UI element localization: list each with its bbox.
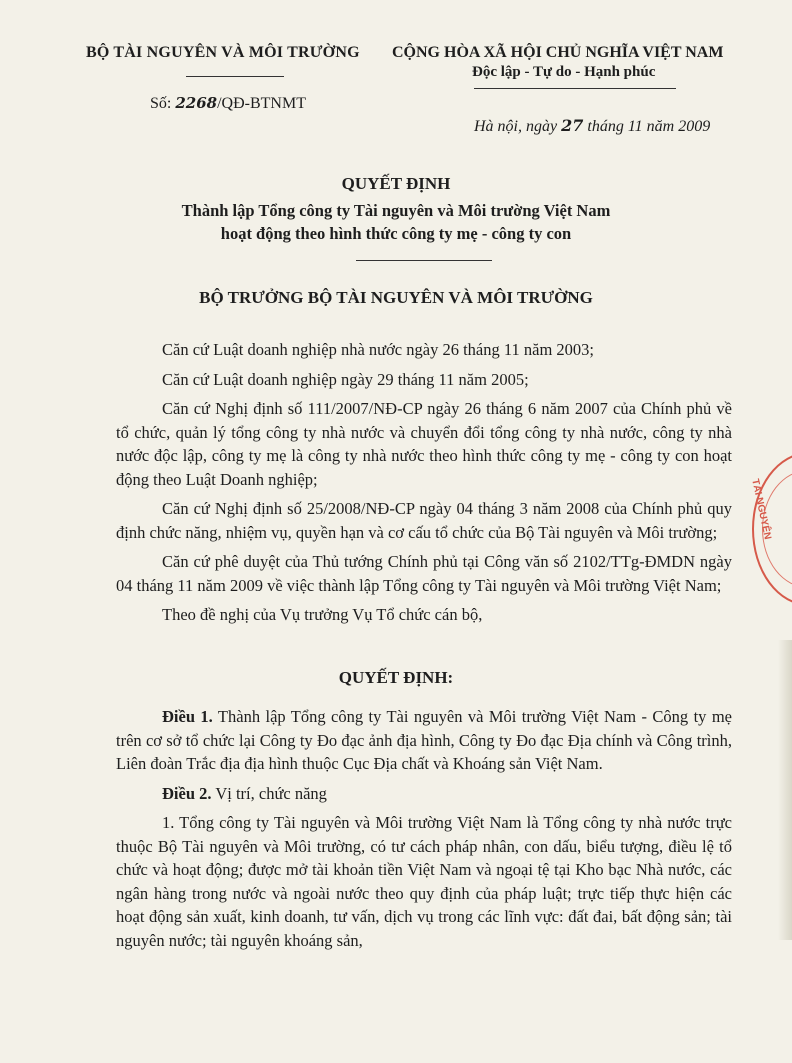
authority-title: BỘ TRƯỞNG BỘ TÀI NGUYÊN VÀ MÔI TRƯỜNG (199, 288, 593, 307)
preamble-item: Căn cứ Luật doanh nghiệp nhà nước ngày 26 tháng 11 năm 2003; (162, 340, 594, 359)
title-underline (356, 260, 492, 261)
decision-subtitle-1: Thành lập Tổng công ty Tài nguyên và Môi trường Việt Nam (181, 201, 611, 220)
republic-name: CỘNG HÒA XÃ HỘI CHỦ NGHĨA VIỆT NAM (392, 44, 724, 61)
preamble-item: Căn cứ Luật doanh nghiệp ngày 29 tháng 11 năm 2005; (162, 369, 529, 389)
article-1-label: Điều 1. (162, 707, 213, 726)
preamble-item: Căn cứ Nghị định số 111/2007/NĐ-CP ngày 26 tháng 6 năm 2007 của Chính phủ về tổ chức, quản lý tổng công ty nhà nước và chuyển đổi tổng công ty nhà nước, công ty nhà nước độc lập, công ty mẹ là công ty nhà nước theo hình thức công ty mẹ - công ty con hoạt động theo Luật Doanh nghiệp; (116, 399, 732, 489)
handwritten-day: 27 (561, 116, 584, 135)
preamble-item: Căn cứ phê duyệt của Thủ tướng Chính phủ tại Công văn số 2102/TTg-ĐMDN ngày 04 tháng 11 năm 2009 về việc thành lập Tổng công ty Tài nguyên và Môi trường Việt Nam; (116, 552, 732, 595)
page-edge-shadow (778, 640, 792, 940)
national-motto: Độc lập - Tự do - Hạnh phúc (472, 64, 656, 80)
decision-heading: QUYẾT ĐỊNH: (338, 668, 454, 687)
article-2-heading: Điều 2. Vị trí, chức năng (162, 783, 327, 803)
article-1: Điều 1. Thành lập Tổng công ty Tài nguyên và Môi trường Việt Nam - Công ty mẹ trên cơ sở tổ chức lại Công ty Đo đạc ảnh địa hình, Công ty Đo đạc Địa chính và Công trình, Liên đoàn Trắc địa địa hình thuộc Cục Địa chất và Khoáng sản Việt Nam. (116, 707, 732, 773)
preamble (116, 338, 732, 627)
motto-underline (474, 88, 676, 89)
document-number: Số: 2268/QĐ-BTNMT (150, 94, 306, 112)
article-2-label: Điều 2. (162, 783, 212, 803)
document-date: Hà nội, ngày 27 tháng 11 năm 2009 (474, 116, 711, 135)
decision-subtitle-2: hoạt động theo hình thức công ty mẹ - công ty con (220, 224, 572, 243)
ministry-underline (186, 76, 284, 77)
handwritten-number: 2268 (175, 94, 218, 112)
article-2-clause-1: 1. Tổng công ty Tài nguyên và Môi trường Việt Nam là Tổng công ty nhà nước trực thuộc Bộ Tài nguyên và Môi trường, có tư cách pháp nhân, con dấu, biểu tượng, điều lệ tổ chức và hoạt động; được mở tài khoản tiền Việt Nam và ngoại tệ tại Kho bạc Nhà nước, các ngân hàng trong nước và ngoài nước theo quy định của pháp luật; trực tiếp thực hiện các hoạt động sản xuất, kinh doanh, tư vấn, dịch vụ trong các lĩnh vực: đất đai, bất động sản; tài nguyên nước; tài nguyên khoáng sản, (116, 813, 732, 950)
preamble-item: Theo đề nghị của Vụ trưởng Vụ Tổ chức cán bộ, (162, 605, 483, 624)
articles (116, 705, 732, 952)
ministry-name: BỘ TÀI NGUYÊN VÀ MÔI TRƯỜNG (86, 44, 360, 61)
preamble-item: Căn cứ Nghị định số 25/2008/NĐ-CP ngày 04 tháng 3 năm 2008 của Chính phủ quy định chức năng, nhiệm vụ, quyền hạn và cơ cấu tổ chức của Bộ Tài nguyên và Môi trường; (116, 499, 732, 542)
decision-title: QUYẾT ĐỊNH (341, 174, 451, 193)
seal-text: TÀI NGUYÊN (749, 478, 773, 541)
